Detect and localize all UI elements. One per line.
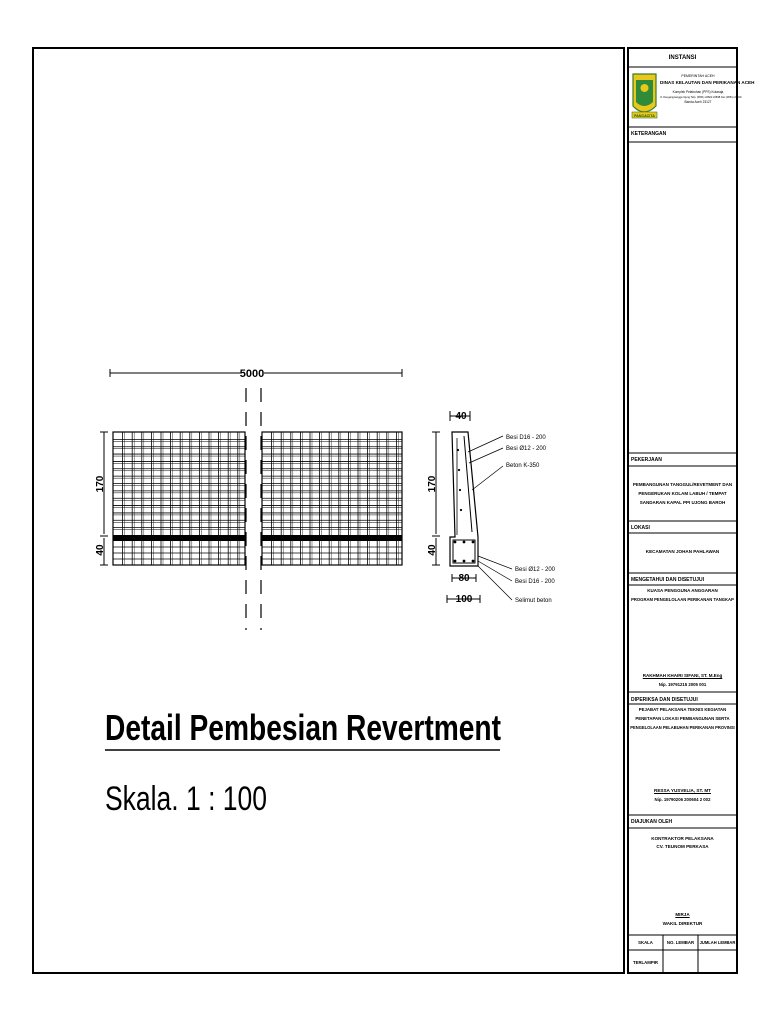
section-base-text: 40 xyxy=(427,544,438,556)
section-rebar-dot xyxy=(454,560,457,563)
pekerjaan-line-3: SANDARAN KAPAL PPI UJONG BAROH xyxy=(639,500,726,505)
revetment-cross-section xyxy=(427,411,556,605)
diperiksa-line-3: PENGELOLAAN PELABUHAN PERIKANAN PROVINSI xyxy=(630,725,735,730)
mengetahui-line-2: PROGRAM PENGELOLAAN PERIKANAN TANGKAP xyxy=(631,597,734,602)
section-rebar-dot xyxy=(472,560,475,563)
section-rebar-dot xyxy=(472,541,475,544)
logo-ribbon-text: PANCACITA xyxy=(634,114,655,118)
mengetahui-label: MENGETAHUI DAN DISETUJUI xyxy=(631,577,704,583)
agency-gov: PEMERINTAH ACEH xyxy=(681,74,715,78)
pekerjaan-line-1: PEMBANGUNAN TANGGUL/REVETMENT DAN xyxy=(632,482,733,487)
diperiksa-name: RESSA YUSVELIA, ST. MT xyxy=(654,788,711,793)
rebar-mesh-left xyxy=(113,432,245,565)
bottom-inner-text: 80 xyxy=(458,573,470,584)
lokasi-label: LOKASI xyxy=(631,525,650,531)
diperiksa-line-1: PEJABAT PELAKSANA TEKNIS KEGIATAN xyxy=(638,707,727,712)
leader-d16-top xyxy=(468,436,503,452)
agency-address-1: Komplek Pelabuhan (PPS) Kutaraja xyxy=(672,90,724,94)
diperiksa-line-2: PENETAPAN LOKASI PEMBANGUNAN SERTA xyxy=(635,716,730,721)
drawing-title: Detail Pembesian Revertment xyxy=(105,707,502,748)
keterangan-label: KETERANGAN xyxy=(631,131,667,137)
top-width-text: 40 xyxy=(455,411,467,422)
terlampir-value: TERLAMPIR xyxy=(632,960,659,965)
agency-logo xyxy=(632,74,657,118)
rebar-mesh-right xyxy=(262,432,402,565)
diajukan-name: MIRJA xyxy=(675,912,690,917)
mesh-footing-band xyxy=(113,535,245,541)
diajukan-line-1: KONTRAKTOR PELAKSANA xyxy=(651,836,714,841)
diajukan-label: DIAJUKAN OLEH xyxy=(631,819,673,825)
base-dim-text: 40 xyxy=(95,544,106,556)
lokasi-value: KECAMATAN JOHAN PAHLAWAN xyxy=(645,549,720,554)
leader-d12-bottom xyxy=(478,556,512,569)
section-rebar-dot xyxy=(459,489,461,491)
callout-d16-bottom: Besi D16 - 200 xyxy=(515,579,555,585)
callout-d12-bottom: Besi Ø12 - 200 xyxy=(515,567,556,573)
callout-concrete: Beton K-350 xyxy=(506,463,540,469)
jumlah-lembar-column: JUMLAH LEMBAR xyxy=(699,940,736,945)
section-rebar-dot xyxy=(454,541,457,544)
instansi-header: INSTANSI xyxy=(668,55,697,61)
pekerjaan-line-2: PENGERUKAN KOLAM LABUH / TEMPAT xyxy=(638,491,727,496)
diperiksa-label: DIPERIKSA DAN DISETUJUI xyxy=(631,697,698,703)
length-dim-text: 5000 xyxy=(239,368,265,380)
diperiksa-nip: Nip. 19790206 200604 2 002 xyxy=(654,797,711,802)
agency-address-2: Jl. Deugangnangga Ujung Telp. (0651) 22822 22838 Fax (0651) 22819 xyxy=(660,96,742,99)
skala-column: SKALA xyxy=(638,940,653,945)
bottom-outer-text: 100 xyxy=(455,594,473,605)
leader-d12-top xyxy=(469,448,503,463)
no-lembar-column: NO. LEMBAR xyxy=(666,940,695,945)
mengetahui-line-1: KUASA PENGGUNA ANGGARAN xyxy=(647,588,718,593)
drawing-scale: Skala. 1 : 100 xyxy=(105,780,267,818)
mengetahui-nip: Nip. 19791215 2005 001 xyxy=(658,682,707,687)
section-rebar-dot xyxy=(463,560,466,563)
pekerjaan-label: PEKERJAAN xyxy=(631,457,662,463)
section-rebar-dot xyxy=(463,541,466,544)
diajukan-line-2: CV. TEUNOM PERKASA xyxy=(656,844,709,849)
height-dim-text: 170 xyxy=(95,475,106,493)
section-height-text: 170 xyxy=(427,475,438,493)
section-rebar-dot xyxy=(458,469,460,471)
callout-d16-top: Besi D16 - 200 xyxy=(506,435,546,441)
section-rebar-dot xyxy=(460,509,462,511)
section-outline xyxy=(450,432,478,566)
drawing-frame xyxy=(33,48,624,973)
revetment-elevation xyxy=(95,368,402,630)
diajukan-role: WAKIL DIREKTUR xyxy=(662,921,703,926)
section-rebar-dot xyxy=(457,449,459,451)
mengetahui-name: RAKHMAH KHAIRI SIFANI, ST. M.Eng xyxy=(642,673,723,678)
callout-cover: Selimut beton xyxy=(515,598,552,604)
agency-name: DINAS KELAUTAN DAN PERIKANAN ACEH xyxy=(660,80,755,85)
callout-d12-top: Besi Ø12 - 200 xyxy=(506,446,547,452)
section-footing-rebar xyxy=(453,540,475,563)
leader-concrete xyxy=(472,466,503,490)
agency-address-3: Banda Aceh 23127 xyxy=(684,100,712,104)
